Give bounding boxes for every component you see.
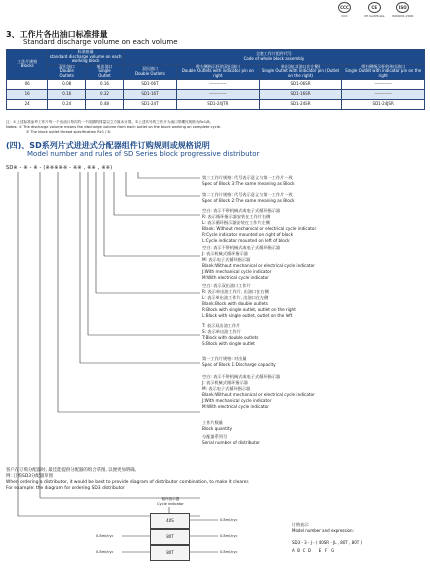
footer-cn-1: 客户在订购分配器时, 最佳能提供分配器的组合草图, 以便更加明确。 [6, 468, 139, 473]
model-title-cn: 订购表示: [292, 522, 310, 527]
note-en-2: ② The block outlet thread specification Rc1 / 8. [26, 130, 111, 134]
model-code-pattern: SD※ - ※ - ※ - (※※※※※ - ※※ , ※※ , ※※) [6, 165, 113, 171]
desc-quantity-cn: 工作片数量 [202, 420, 223, 425]
desc-dist-j-en: J:With mechanical cycle indicator [202, 398, 272, 403]
model-example-code: SD3 - 3 - J - ( 40SR - JL , 80T , 80T ) [292, 540, 363, 545]
desc-dist-m-en: M:With electrical cycle indicator [202, 404, 269, 409]
desc-indicator-l-en: L:Cycle indicator mounted on left of block [202, 238, 290, 243]
desc-block3-en: Spec of Block 3:The same meaning as Block [202, 181, 295, 186]
desc-block3-cn: 第三工作片规格: 代号表示意义与第一工作片一致 [202, 175, 293, 180]
desc-outlet-r-en: R:Block with single outlet, outlet on the right [202, 307, 296, 312]
left-label-2: 0.8ml/cyc [96, 550, 114, 554]
section4-title-cn: (四)、SD系列片式进进式分配器组件订购规则或规格说明 [6, 141, 210, 150]
desc-quantity-en: Block quantity [202, 426, 233, 431]
header-single: 单出油口 Single Outlet [86, 64, 124, 79]
desc-block2-en: Spec of Block 2:The same meaning as Block [202, 198, 295, 203]
desc-cycle-m-en: M:With electrical cycle indicator [202, 275, 269, 280]
header-code: 全套工作片组件代号 Code of whole block assembly [123, 50, 424, 65]
left-label-1: 0.8ml/cyc [96, 534, 114, 538]
header-double: 双出油口 Double Outlets [48, 64, 86, 79]
desc-outlet-l-en: L:Block with single outlet, outlet on the left [202, 313, 293, 318]
model-example-letters: A B C D E F G [292, 548, 335, 553]
desc-block1-en: Spec of Block 1:Discharge capacity [202, 362, 276, 367]
desc-outlet-blank-cn: 空白: 表示双出油口工作片 [202, 283, 251, 288]
diagram-block-3: 80T [150, 545, 190, 561]
diagram-block-2: 80T [150, 529, 190, 545]
desc-type-t-en: T:Block with double outlets [202, 335, 259, 340]
desc-indicator-l-cn: L: 表示循环指示器安装在工作片左侧 [202, 220, 270, 225]
header-col1: 双出油口 Double Outlets [123, 64, 176, 79]
model-title-en: Model number and expression: [292, 528, 354, 533]
desc-indicator-r-en: R:Cycle indicator mounted on right of block [202, 232, 294, 237]
desc-cycle-blank-cn: 空白: 表示不带机械式或电子式循环指示器 [202, 245, 281, 250]
section3-title-en: Standard discharge volume on each volume [23, 38, 178, 46]
ce-cert: CE CE Certificate [364, 2, 385, 18]
ccc-icon: CCC [338, 2, 351, 13]
header-col2: 带右侧指示杆的双出油口 Double Outlets with indicator pin on right [177, 64, 260, 79]
desc-type-s-cn: S: 表示单出油工作片 [202, 329, 241, 334]
desc-block1-cn: 第一工作片规格: 对出量 [202, 356, 247, 361]
note-cn: 注：①上述标准参考工作片每一个出油口每次的一个周期的排量以立方厘米计算。②上述代号的工作片为油口带螺纹规格为Rc1/8。 [6, 120, 214, 124]
footer-en-2: For example: the diagram for ordering SD3 distributor [6, 486, 125, 491]
table-row: 16 0.16 0.32 SD1-16T ------------ SD1-16SR ------------ [7, 89, 425, 99]
desc-serial-en: Serial number of distributor [202, 440, 260, 445]
desc-block2-cn: 第二工作片规格: 代号表示意义与第一工作片一致 [202, 192, 293, 197]
desc-serial-cn: 分配器系列号 [202, 434, 228, 439]
iso-icon: ISO [396, 2, 409, 13]
desc-dist-blank-en: Blank:Without mechanical or electrical cycle indicator [202, 392, 315, 397]
right-label-1: 0.8ml/cyc [220, 518, 238, 522]
iso-cert: ISO ISO9001:2000 [392, 2, 413, 18]
ce-icon: CE [368, 2, 381, 13]
header-col3: 单出油口(油口在左侧) Single Outlet with indicator pin (Outlet on the right) [259, 64, 342, 79]
desc-outlet-l-cn: L: 表示单出油工作片, 出油口在左侧 [202, 295, 269, 300]
note-en-1: Notes: ① The discharge volume means the discharge volume from each outlet on the block working on complete cycle. [6, 125, 222, 129]
header-blocks: 工作片规格 Blocks [7, 50, 48, 80]
ccc-cert: CCC CCC [338, 2, 351, 18]
desc-outlet-blank-en: Blank:Block with double outlets [202, 301, 268, 306]
footer-cn-2: 例: 订购SD3分配器草图 [6, 474, 53, 479]
table-row: 06 0.08 0.16 SD1-06T ------------ SD1-06SR ------------ [7, 79, 425, 89]
right-label-2: 0.8ml/cyc [220, 534, 238, 538]
desc-type-t-cn: T: 表示双出油工作片 [202, 323, 241, 328]
desc-dist-m-cn: M: 表示电子式循环指示器 [202, 386, 251, 391]
table-row: 24 0.24 0.48 SD1-24T SD1-24JTR SD1-24SR SD1-24JSR [7, 99, 425, 109]
section4-title-en: Model number and rules of SD Series block progressive distributor [27, 150, 260, 158]
desc-type-s-en: S:Block with single outlet [202, 341, 255, 346]
desc-outlet-r-cn: R: 表示单出油工作片, 出油口在右侧 [202, 289, 269, 294]
right-label-3: 0.8ml/cyc [220, 550, 238, 554]
cycle-indicator-label: 循环指示器 Cycle indicator [157, 497, 184, 506]
desc-dist-j-cn: J: 表示机械式循环指示器 [202, 380, 248, 385]
header-col4: 带右侧指示杆的单出油口 Single Outlet with indicator pin on the right [342, 64, 425, 79]
desc-cycle-m-cn: M: 表示电子式循环指示器 [202, 257, 251, 262]
desc-cycle-blank-en: Blank:Without mechanical or electrical cycle indicator [202, 263, 315, 268]
footer-en-1: When ordering a distributor, it would be best to provide diagram of distributor combination, to make it clearer. [6, 480, 250, 485]
desc-dist-blank-cn: 空白: 表示不带机械式或电子式循环指示器 [202, 374, 281, 379]
diagram-block-1: 40S [150, 513, 190, 529]
desc-cycle-j-en: J:With mechanical cycle indicator [202, 269, 272, 274]
header-std-volume: 标准排量 standard discharge volume on each working block [49, 49, 122, 64]
desc-indicator-blank-cn: 空白: 表示不带机械式或电子式循环指示器 [202, 208, 281, 213]
desc-cycle-j-cn: J: 表示机械式循环指示器 [202, 251, 248, 256]
desc-indicator-r-cn: R: 表示循环指示器安装在工作片右侧 [202, 214, 271, 219]
desc-indicator-blank-en: Blank: Without mechanical or electrical cycle indicator [202, 226, 317, 231]
section3-title-cn: 3、工作片各出油口标准排量 [6, 30, 108, 39]
